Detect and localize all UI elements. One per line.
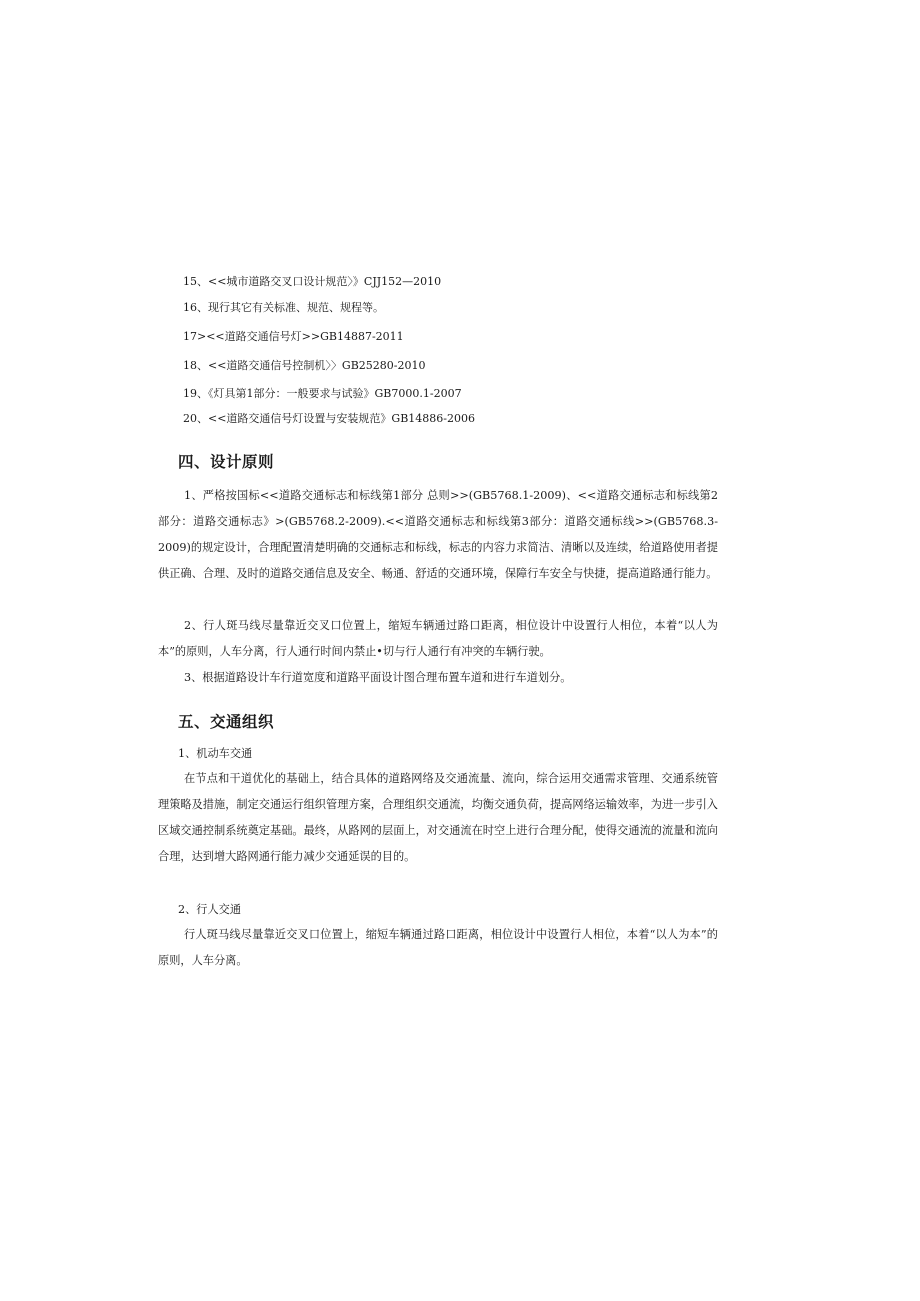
paragraph: 1、严格按国标<<道路交通标志和标线第1部分 总则>>(GB5768.1-2009)、<<道路交通标志和标线第2部分：道路交通标志》>(GB5768.2-2009).<<道路交通标志和标线第3部分：道路交通标线>>(GB5768.3-2009)的规定设计，合理配置清楚明确的交通标志和标线，标志的内容力求简洁、清晰以及连续，给道路使用者提供正确、合理、及时的道路交通信息及安全、畅通、舒适的交通环境，保障行车安全与快捷，提高道路通行能力。 [158,489,718,580]
paragraph: 2、行人斑马线尽量靠近交叉口位置上，缩短车辆通过路口距离，相位设计中设置行人相位，本着“以人为本”的原则，人车分离，行人通行时间内禁止•切与行人通行有冲突的车辆行驶。 [158,619,718,658]
paragraph: 行人斑马线尽量靠近交叉口位置上，缩短车辆通过路口距离，相位设计中设置行人相位，本着“以人为本”的原则，人车分离。 [158,928,718,967]
reference-item: 18、<<道路交通信号控制机〉〉GB25280-2010 [183,359,426,372]
reference-item: 15、<<城市道路交叉口设计规范〉》CJJ152—2010 [183,275,442,288]
subheading: 2、行人交通 [178,903,242,916]
reference-item: 17><<道路交通信号灯>>GB14887-2011 [183,330,404,343]
reference-item: 20、<<道路交通信号灯设置与安装规范》GB14886-2006 [183,412,476,425]
paragraph: 在节点和干道优化的基础上，结合具体的道路网络及交通流量、流向，综合运用交通需求管理、交通系统管理策略及措施，制定交通运行组织管理方案，合理组织交通流，均衡交通负荷，提高网络运输效率，为进一步引入区域交通控制系统奠定基础。最终，从路网的层面上，对交通流在时空上进行合理分配，使得交通流的流量和流向合理，达到增大路网通行能力减少交通延误的目的。 [158,772,718,863]
section-heading-traffic-organization: 五、交通组织 [178,713,275,731]
reference-item: 19、《灯具第1部分：一般要求与试验》GB7000.1-2007 [183,387,462,400]
section-heading-design-principles: 四、设计原则 [178,453,275,471]
reference-item: 16、现行其它有关标准、规范、规程等。 [183,301,384,314]
subheading: 1、机动车交通 [178,747,253,760]
paragraph: 3、根据道路设计车行道宽度和道路平面设计图合理布置车道和进行车道划分。 [184,671,572,684]
